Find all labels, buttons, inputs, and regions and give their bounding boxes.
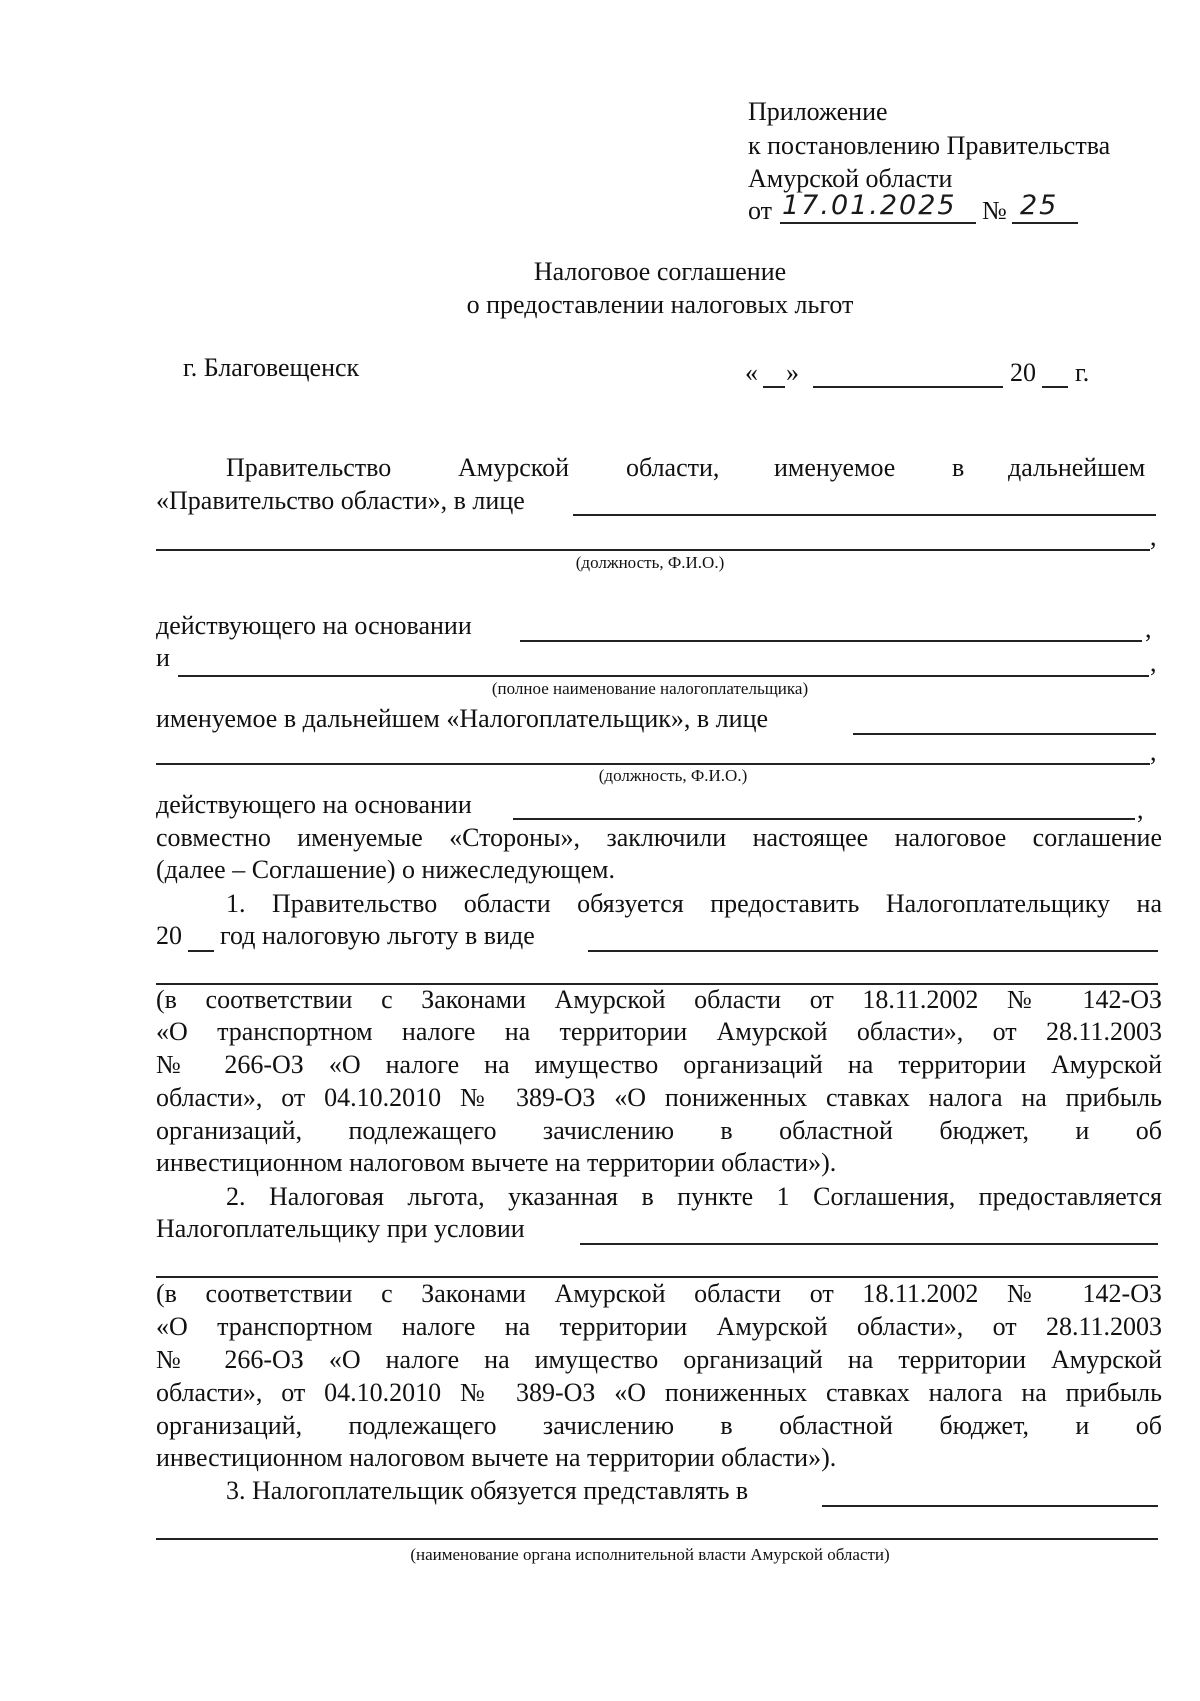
comma: , [1150,737,1157,766]
region-name: Амурской области [748,164,953,193]
document-subtitle: о предоставлении налоговых льгот [466,290,854,319]
taxpayer-name-line [178,675,1149,677]
item-2-condition-label: Налогоплательщику при условии [156,1214,525,1243]
p1-word-6: дальнейшем [1008,453,1146,482]
comma: , [1150,648,1157,677]
p1-word-2: Амурской [458,453,569,482]
taxpayer-representative-line [853,733,1156,735]
year-blank-line [1042,386,1068,388]
item-1-benefit-line [588,950,1158,952]
laws2-line-3: № 266-ОЗ «О налоге на имущество организаций на территории Амурской [156,1345,1162,1374]
laws2-line-5: организаций, подлежащего зачислению в областной бюджет, и об [156,1411,1162,1440]
laws-line-1: (в соответствии с Законами Амурской области от 18.11.2002 № 142-ОЗ [156,985,1162,1014]
comma: , [1150,522,1157,551]
item-1-year-prefix: 20 [156,921,182,950]
laws-line-4: области», от 04.10.2010 № 389-ОЗ «О пониженных ставках налога на прибыль [156,1083,1162,1112]
p1-word-4: именуемое [774,453,896,482]
item-2-text: 2. Налоговая льгота, указанная в пункте 1 Соглашения, предоставляется [226,1182,1162,1211]
item-1-text: 1. Правительство области обязуется предоставить Налогоплательщику на [226,889,1162,918]
basis-line-2 [513,818,1135,820]
laws-line-2: «О транспортном налоге на территории Амурской области», от 28.11.2003 [156,1017,1162,1046]
month-blank-line [813,386,1003,388]
taxpayer-position-line [156,763,1150,765]
laws2-line-2: «О транспортном налоге на территории Амурской области», от 28.11.2003 [156,1312,1162,1341]
number-prefix: № [982,196,1007,225]
caption-position-fio-2: (должность, Ф.И.О.) [598,766,748,785]
caption-taxpayer-name: (полное наименование налогоплательщика) [491,679,809,698]
item-3-authority-line [822,1505,1158,1507]
date-open-quote: « [745,358,758,387]
handwritten-date: 17.01.2025 [782,190,957,221]
basis-label: действующего на основании [156,611,472,640]
p1-word-3: области, [626,453,720,482]
parties-statement-cont: (далее – Соглашение) о нижеследующем. [156,855,616,884]
caption-position-fio: (должность, Ф.И.О.) [575,553,725,572]
laws2-line-1: (в соответствии с Законами Амурской области от 18.11.2002 № 142-ОЗ [156,1279,1162,1308]
document-title: Налоговое соглашение [533,257,787,286]
government-position-line [156,549,1150,551]
laws-line-6: инвестиционном налоговом вычете на территории области»). [156,1148,837,1177]
p1-word-5: в [952,453,965,482]
number-underline [1012,222,1078,224]
year-suffix: г. [1075,358,1090,387]
item-1-year-blank [188,950,214,952]
date-close-quote: » [786,358,799,387]
day-blank-line [763,386,785,388]
item-1-benefit-label: год налоговую льготу в виде [220,921,535,950]
parties-statement: совместно именуемые «Стороны», заключили настоящее налоговое соглашение [156,823,1162,852]
city-name: г. Благовещенск [183,353,360,382]
laws2-line-6: инвестиционном налоговом вычете на территории области»). [156,1443,837,1472]
basis-label-2: действующего на основании [156,790,472,819]
basis-line [520,640,1142,642]
laws-line-5: организаций, подлежащего зачислению в областной бюджет, и об [156,1116,1162,1145]
government-representative-line [573,514,1156,516]
resolution-reference: к постановлению Правительства [748,131,1111,160]
appendix-label: Приложение [748,97,888,126]
caption-authority: (наименование органа исполнительной власти Амурской области) [410,1545,890,1564]
p1-word-1: Правительство [226,453,392,482]
government-party-label: «Правительство области», в лице [156,486,525,515]
item-3-authority-line-2 [156,1538,1158,1540]
laws2-line-4: области», от 04.10.2010 № 389-ОЗ «О пониженных ставках налога на прибыль [156,1378,1162,1407]
laws-line-3: № 266-ОЗ «О налоге на имущество организаций на территории Амурской [156,1050,1162,1079]
item-2-condition-line [580,1243,1158,1245]
date-prefix: от [748,196,773,225]
and-label: и [156,643,170,672]
date-underline [780,222,976,224]
taxpayer-party-label: именуемое в дальнейшем «Налогоплательщик», в лице [156,704,769,733]
item-3-text: 3. Налогоплательщик обязуется представлять в [226,1476,749,1505]
comma: , [1145,614,1152,643]
comma: , [1137,795,1144,824]
year-prefix: 20 [1010,358,1036,387]
handwritten-number: 25 [1020,190,1059,221]
